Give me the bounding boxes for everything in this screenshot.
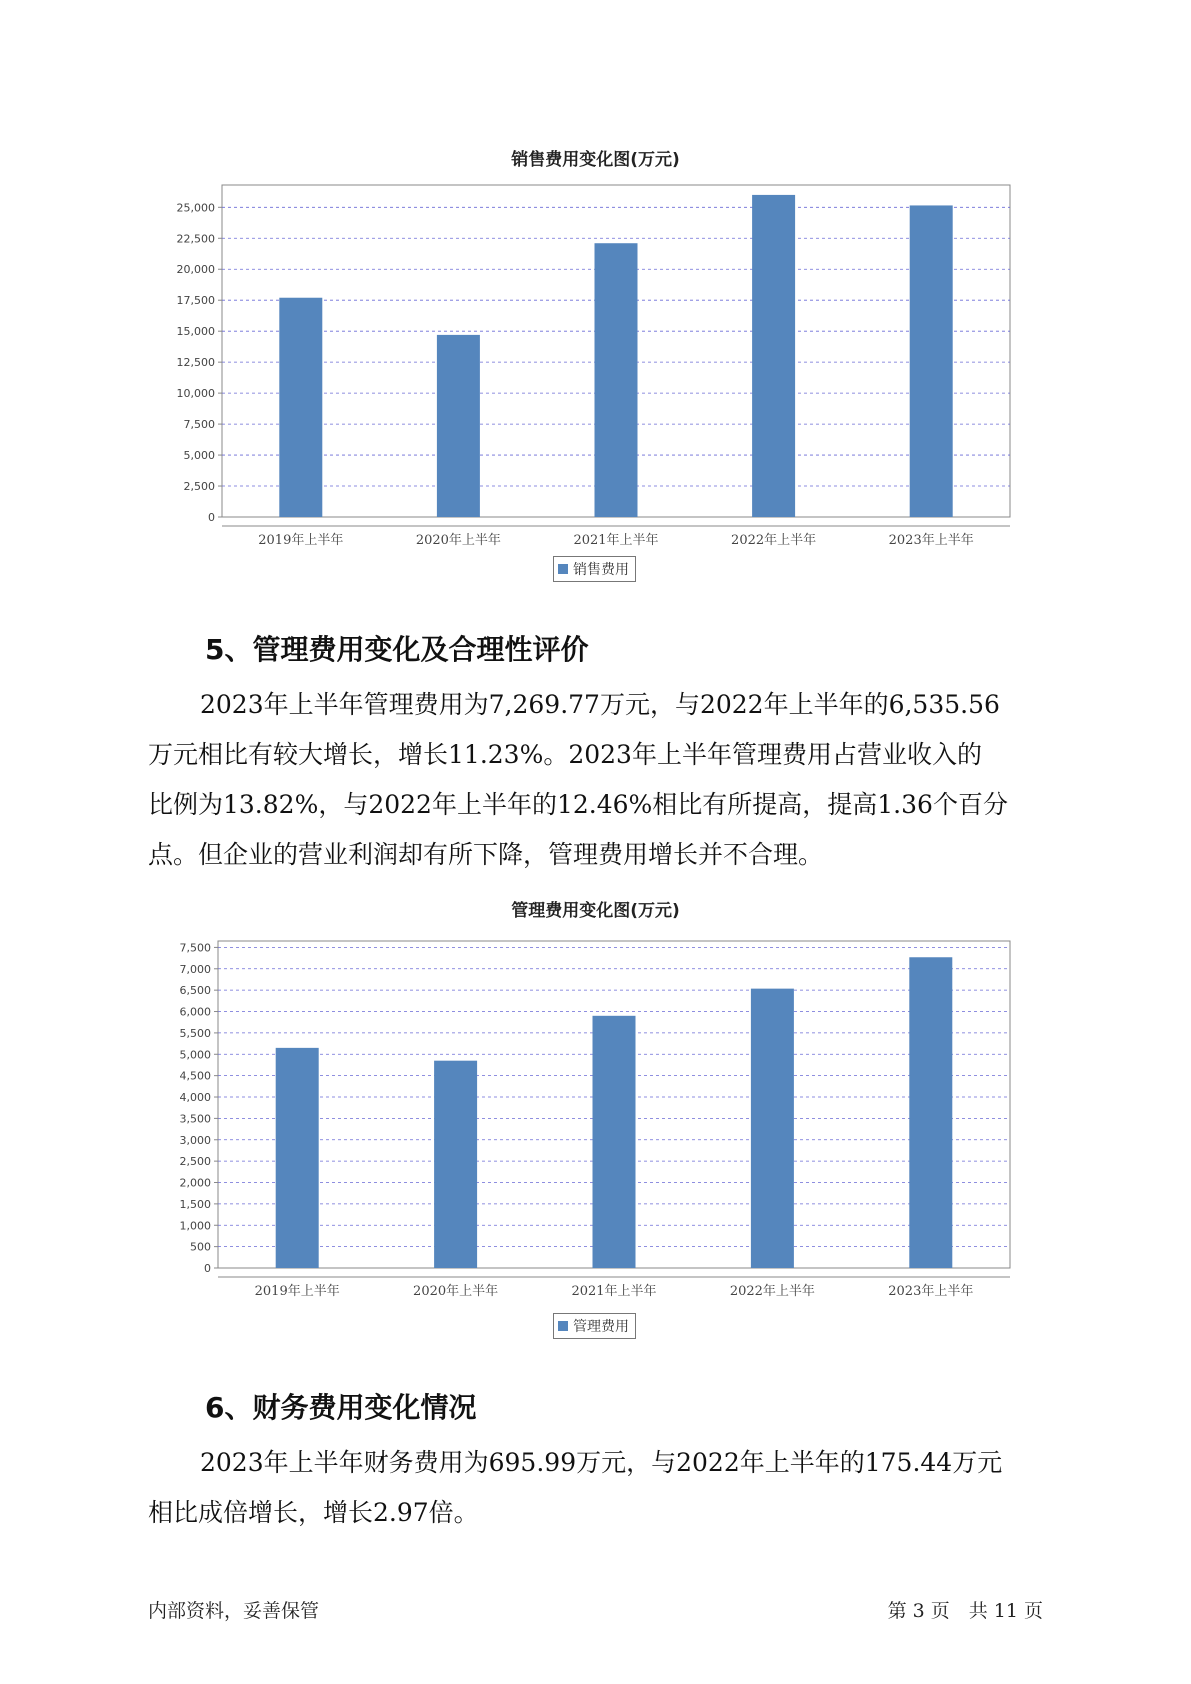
y-tick-label: 6,500 <box>179 984 211 998</box>
y-tick-label: 4,500 <box>179 1069 211 1083</box>
paragraph-line: 比例为13.82%，与2022年上半年的12.46%相比有所提高，提高1.36个百分 <box>148 790 1008 819</box>
chart-title-admin: 管理费用变化图(万元) <box>511 901 680 921</box>
y-tick-label: 20,000 <box>176 263 215 277</box>
y-tick-label: 5,000 <box>179 1048 211 1062</box>
x-category-label: 2022年上半年 <box>729 1284 815 1299</box>
y-tick-label: 2,000 <box>179 1176 211 1190</box>
admin-expense-chart <box>0 920 1191 1310</box>
x-category-label: 2021年上半年 <box>571 1284 657 1299</box>
y-tick-label: 2,500 <box>183 480 215 494</box>
x-category-label: 2022年上半年 <box>731 533 817 548</box>
y-tick-label: 6,000 <box>179 1005 211 1019</box>
y-tick-label: 5,500 <box>179 1026 211 1040</box>
x-category-label: 2023年上半年 <box>888 533 974 548</box>
bar <box>276 1048 319 1268</box>
section-5-paragraph <box>148 680 1048 880</box>
legend-swatch <box>558 1321 568 1331</box>
paragraph-line: 2023年上半年财务费用为695.99万元，与2022年上半年的175.44万元 <box>200 1448 1003 1477</box>
bar <box>434 1061 477 1268</box>
y-tick-label: 25,000 <box>176 201 215 215</box>
x-category-label: 2019年上半年 <box>258 533 344 548</box>
y-tick-label: 7,500 <box>183 418 215 432</box>
chart-legend-admin <box>553 1313 636 1339</box>
y-tick-label: 12,500 <box>176 356 215 370</box>
y-tick-label: 1,500 <box>179 1197 211 1211</box>
y-tick-label: 22,500 <box>176 232 215 246</box>
y-tick-label: 1,000 <box>179 1219 211 1233</box>
y-tick-label: 3,500 <box>179 1112 211 1126</box>
paragraph-line: 2023年上半年管理费用为7,269.77万元，与2022年上半年的6,535.56 <box>200 690 1000 719</box>
chart-title-sales: 销售费用变化图(万元) <box>511 150 680 170</box>
y-tick-label: 500 <box>190 1240 211 1254</box>
bar <box>909 957 952 1268</box>
footer-page-number: 第 3 页 共 11 页 <box>887 1600 1043 1622</box>
bar <box>751 989 794 1268</box>
y-tick-label: 0 <box>204 1262 211 1275</box>
x-category-label: 2023年上半年 <box>888 1284 974 1299</box>
legend-swatch <box>558 564 568 574</box>
bar <box>593 1016 636 1268</box>
sales-expense-chart <box>0 160 1191 560</box>
x-category-label: 2021年上半年 <box>573 533 659 548</box>
bar <box>910 205 953 517</box>
y-tick-label: 17,500 <box>176 294 215 308</box>
x-category-label: 2020年上半年 <box>413 1284 499 1299</box>
bar <box>595 243 638 517</box>
y-tick-label: 15,000 <box>176 325 215 339</box>
footer-confidential-note: 内部资料，妥善保管 <box>148 1600 320 1622</box>
section-heading-6: 6、财务费用变化情况 <box>205 1391 477 1424</box>
section-heading-5: 5、管理费用变化及合理性评价 <box>205 633 589 666</box>
paragraph-line: 点。但企业的营业利润却有所下降，管理费用增长并不合理。 <box>148 840 824 869</box>
paragraph-line: 万元相比有较大增长，增长11.23%。2023年上半年管理费用占营业收入的 <box>148 740 982 769</box>
legend-label: 管理费用 <box>573 1319 629 1335</box>
chart-legend-sales <box>553 556 636 582</box>
bar <box>752 195 795 517</box>
x-category-label: 2019年上半年 <box>254 1284 340 1299</box>
y-tick-label: 0 <box>208 511 215 524</box>
bar <box>437 335 480 517</box>
y-tick-label: 10,000 <box>176 387 215 401</box>
legend-label: 销售费用 <box>573 562 629 578</box>
bar <box>279 298 322 517</box>
y-tick-label: 5,000 <box>183 449 215 463</box>
y-tick-label: 2,500 <box>179 1155 211 1169</box>
y-tick-label: 7,000 <box>179 962 211 976</box>
paragraph-line: 相比成倍增长，增长2.97倍。 <box>148 1498 479 1527</box>
x-category-label: 2020年上半年 <box>415 533 501 548</box>
y-tick-label: 4,000 <box>179 1091 211 1105</box>
section-6-paragraph <box>148 1438 1048 1538</box>
y-tick-label: 7,500 <box>179 941 211 955</box>
y-tick-label: 3,000 <box>179 1133 211 1147</box>
